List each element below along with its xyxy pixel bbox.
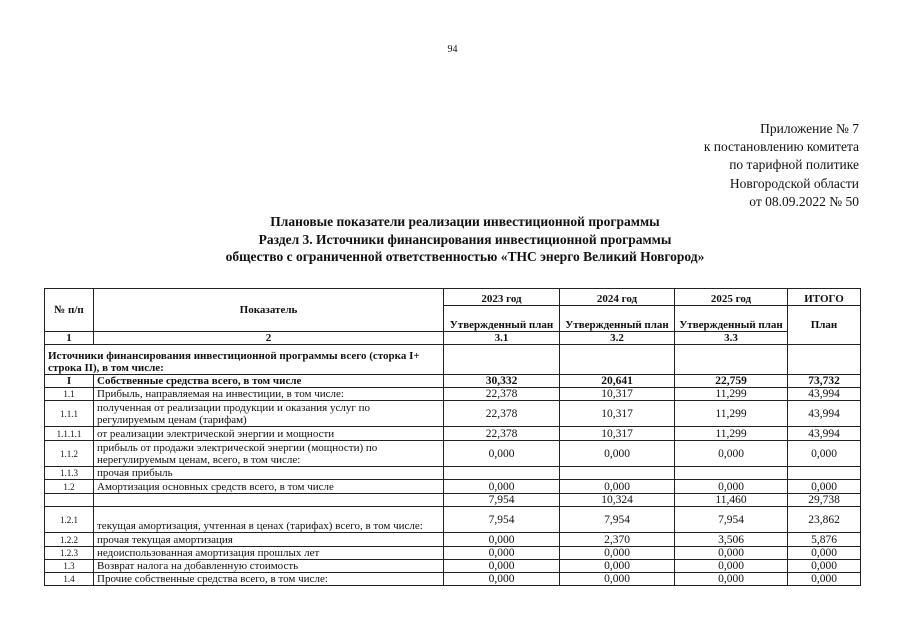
row-name: [94, 494, 444, 507]
header-indicator: Показатель: [94, 289, 444, 332]
cell-2023: [444, 345, 560, 375]
table-row: [45, 547, 861, 560]
cell-2025: 7,954: [675, 507, 788, 533]
row-name: полученная от реализации продукции и оказания услуг по регулируемым ценам (тарифам): [94, 401, 444, 427]
cell-2024: 0,000: [560, 547, 675, 560]
row-code: 1.1.1.1: [45, 427, 94, 441]
cell-2024: 10,324: [560, 494, 675, 507]
cell-2025: [675, 345, 788, 375]
cell-2023: 0,000: [444, 560, 560, 573]
row-code: 1.2: [45, 480, 94, 494]
cell-total: 43,994: [788, 388, 861, 401]
row-code: 1.1.2: [45, 441, 94, 467]
cell-2025: 11,299: [675, 427, 788, 441]
row-code: 1.4: [45, 573, 94, 586]
table-row: [45, 401, 861, 427]
cell-total: 0,000: [788, 573, 861, 586]
row-name: прибыль от продажи электрической энергии (мощности) по нерегулируемым ценам, всего, в том числе:: [94, 441, 444, 467]
header-index-4: 3.2: [560, 332, 675, 345]
table-row: [45, 345, 861, 375]
header-2023: 2023 год: [444, 289, 560, 306]
cell-2025: 11,460: [675, 494, 788, 507]
cell-2024: 10,317: [560, 401, 675, 427]
table-row: [45, 427, 861, 441]
cell-2024: [560, 467, 675, 480]
cell-2025: 22,759: [675, 375, 788, 388]
cell-2023: 22,378: [444, 388, 560, 401]
cell-2023: 0,000: [444, 547, 560, 560]
header-approved-2023: Утвержденный план: [444, 306, 560, 332]
cell-total: 0,000: [788, 547, 861, 560]
cell-total: [788, 467, 861, 480]
cell-2024: 0,000: [560, 480, 675, 494]
cell-2024: 20,641: [560, 375, 675, 388]
header-index-2: 2: [94, 332, 444, 345]
title-line-1: Плановые показатели реализации инвестиционной программы: [270, 214, 660, 229]
title-line-2: Раздел 3. Источники финансирования инвестиционной программы: [258, 231, 672, 247]
table-row: [45, 533, 861, 547]
appendix-line-2: к постановлению комитета: [703, 139, 859, 155]
row-name: Возврат налога на добавленную стоимость: [94, 560, 444, 573]
cell-2024: 2,370: [560, 533, 675, 547]
appendix-line-1: Приложение № 7: [760, 121, 859, 136]
row-name: недоиспользованная амортизация прошлых лет: [94, 547, 444, 560]
cell-total: 73,732: [788, 375, 861, 388]
cell-2025: 0,000: [675, 441, 788, 467]
cell-total: 5,876: [788, 533, 861, 547]
row-name: текущая амортизация, учтенная в ценах (тарифах) всего, в том числе:: [94, 507, 444, 533]
header-approved-2025: Утвержденный план: [675, 306, 788, 332]
header-num: № п/п: [45, 289, 94, 332]
row-code: 1.2.3: [45, 547, 94, 560]
cell-2023: 0,000: [444, 480, 560, 494]
cell-total: 23,862: [788, 507, 861, 533]
cell-2024: [560, 345, 675, 375]
cell-2023: 0,000: [444, 441, 560, 467]
row-code: 1.1.1: [45, 401, 94, 427]
header-index-5: 3.3: [675, 332, 788, 345]
cell-2024: 7,954: [560, 507, 675, 533]
row-code: I: [45, 375, 94, 388]
appendix-line-5: от 08.09.2022 № 50: [749, 193, 859, 209]
cell-2023: 22,378: [444, 427, 560, 441]
row-code: 1.1.3: [45, 467, 94, 480]
cell-2025: 0,000: [675, 547, 788, 560]
table-row: [45, 441, 861, 467]
cell-2024: 10,317: [560, 388, 675, 401]
table-row: [45, 494, 861, 507]
appendix-line-4: Новгородской области: [729, 175, 859, 191]
table-row: [45, 507, 861, 533]
cell-total: 43,994: [788, 427, 861, 441]
cell-2023: [444, 467, 560, 480]
header-index-1: 1: [45, 332, 94, 345]
document-title: [0, 213, 905, 266]
table-row: [45, 480, 861, 494]
appendix-line-3: по тарифной политике: [729, 157, 859, 173]
row-name: Источники финансирования инвестиционной программы всего (сторка I+ строка II), в том числе:: [45, 345, 444, 375]
row-name: Прочие собственные средства всего, в том числе:: [94, 573, 444, 586]
cell-2023: 0,000: [444, 573, 560, 586]
cell-total: 43,994: [788, 401, 861, 427]
row-name: Собственные средства всего, в том числе: [94, 375, 444, 388]
header-plan: План: [788, 306, 861, 345]
cell-2024: 0,000: [560, 560, 675, 573]
header-approved-2024: Утвержденный план: [560, 306, 675, 332]
cell-2024: 10,317: [560, 427, 675, 441]
cell-2024: 0,000: [560, 441, 675, 467]
cell-total: 29,738: [788, 494, 861, 507]
table-row: [45, 573, 861, 586]
cell-2025: 11,299: [675, 388, 788, 401]
header-2024: 2024 год: [560, 289, 675, 306]
table-row: [45, 388, 861, 401]
row-name: Прибыль, направляемая на инвестиции, в том числе:: [94, 388, 444, 401]
title-line-3: общество с ограниченной ответственностью «ТНС энерго Великий Новгород»: [225, 249, 705, 264]
financing-table: [44, 288, 861, 586]
appendix-block: [704, 120, 859, 211]
row-code: 1.2.1: [45, 507, 94, 533]
cell-2025: 3,506: [675, 533, 788, 547]
row-code: 1.3: [45, 560, 94, 573]
row-name: прочая текущая амортизация: [94, 533, 444, 547]
cell-total: 0,000: [788, 441, 861, 467]
cell-2025: 0,000: [675, 480, 788, 494]
cell-2023: 7,954: [444, 507, 560, 533]
cell-2025: [675, 467, 788, 480]
row-code: [45, 494, 94, 507]
header-2025: 2025 год: [675, 289, 788, 306]
table-row: [45, 375, 861, 388]
cell-total: 0,000: [788, 560, 861, 573]
header-total: ИТОГО: [788, 289, 861, 306]
cell-2025: 0,000: [675, 560, 788, 573]
row-name: от реализации электрической энергии и мощности: [94, 427, 444, 441]
header-index-3: 3.1: [444, 332, 560, 345]
cell-total: 0,000: [788, 480, 861, 494]
row-code: 1.2.2: [45, 533, 94, 547]
cell-2023: 30,332: [444, 375, 560, 388]
cell-2025: 0,000: [675, 573, 788, 586]
row-name: Амортизация основных средств всего, в том числе: [94, 480, 444, 494]
cell-2023: 7,954: [444, 494, 560, 507]
page-number: 94: [447, 44, 458, 55]
table-row: [45, 560, 861, 573]
cell-2024: 0,000: [560, 573, 675, 586]
cell-2023: 0,000: [444, 533, 560, 547]
cell-2025: 11,299: [675, 401, 788, 427]
cell-total: [788, 345, 861, 375]
table-row: [45, 467, 861, 480]
cell-2023: 22,378: [444, 401, 560, 427]
row-name: прочая прибыль: [94, 467, 444, 480]
row-code: 1.1: [45, 388, 94, 401]
